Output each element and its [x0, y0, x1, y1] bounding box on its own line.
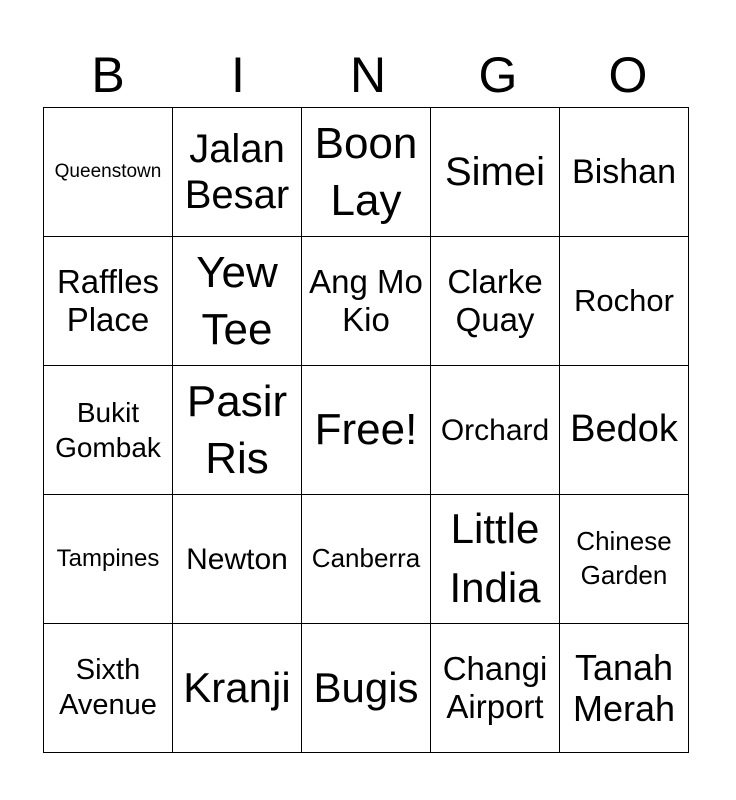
bingo-cell[interactable]: Clarke Quay [431, 237, 560, 366]
header-letter-b: B [91, 47, 125, 103]
bingo-cell[interactable]: Changi Airport [431, 624, 560, 753]
bingo-cell[interactable]: Simei [431, 108, 560, 237]
bingo-cell[interactable]: Queenstown [44, 108, 173, 237]
free-space-cell[interactable]: Free! [302, 366, 431, 495]
bingo-cell[interactable]: Orchard [431, 366, 560, 495]
bingo-cell[interactable]: Yew Tee [173, 237, 302, 366]
grid-row [44, 495, 689, 624]
bingo-cell[interactable]: Bugis [302, 624, 431, 753]
bingo-cell[interactable]: Bedok [560, 366, 689, 495]
bingo-cell[interactable]: Pasir Ris [173, 366, 302, 495]
bingo-cell[interactable]: Ang Mo Kio [302, 237, 431, 366]
bingo-grid [43, 107, 689, 753]
bingo-cell[interactable]: Boon Lay [302, 108, 431, 237]
header-letter-g: G [478, 47, 518, 103]
bingo-cell[interactable]: Kranji [173, 624, 302, 753]
bingo-cell[interactable]: Bishan [560, 108, 689, 237]
bingo-cell[interactable]: Newton [173, 495, 302, 624]
grid-row [44, 108, 689, 237]
bingo-cell[interactable]: Canberra [302, 495, 431, 624]
grid-row [44, 366, 689, 495]
bingo-cell[interactable]: Rochor [560, 237, 689, 366]
bingo-cell[interactable]: Jalan Besar [173, 108, 302, 237]
bingo-header [43, 44, 693, 106]
bingo-cell[interactable]: Raffles Place [44, 237, 173, 366]
header-letter-o: O [608, 47, 648, 103]
bingo-cell[interactable]: Chinese Garden [560, 495, 689, 624]
bingo-cell[interactable]: Tampines [44, 495, 173, 624]
bingo-cell[interactable]: Tanah Merah [560, 624, 689, 753]
header-letter-i: I [231, 47, 245, 103]
header-letter-n: N [349, 47, 387, 103]
grid-row [44, 237, 689, 366]
bingo-cell[interactable]: Bukit Gombak [44, 366, 173, 495]
bingo-cell[interactable]: Little India [431, 495, 560, 624]
grid-row [44, 624, 689, 753]
bingo-cell[interactable]: Sixth Avenue [44, 624, 173, 753]
